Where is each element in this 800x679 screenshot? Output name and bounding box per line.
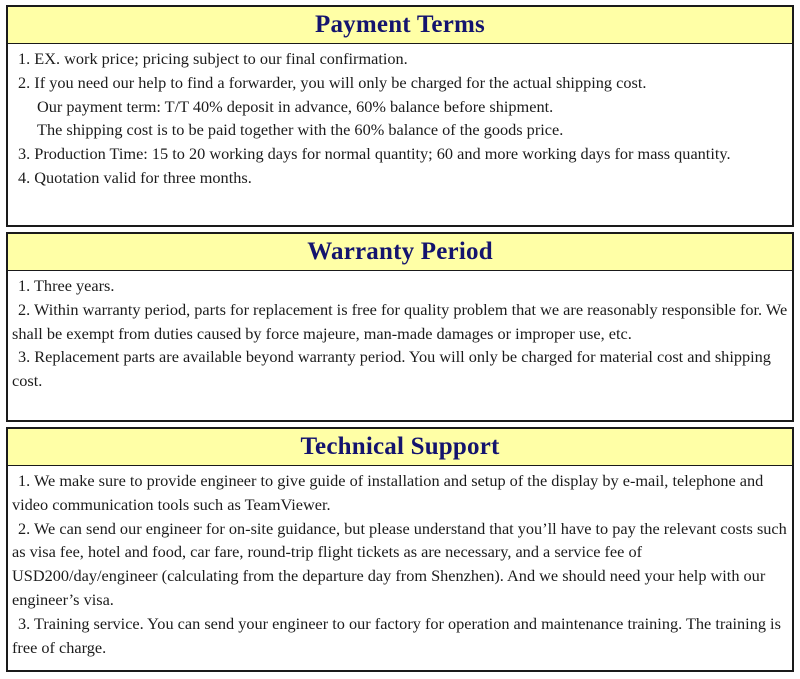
warranty-item-3 xyxy=(12,345,789,393)
technical-support-header xyxy=(8,429,792,466)
warranty-item-2-text: 2. Within warranty period, parts for replacement is free for quality problem that we are reasonably responsible for. We shall be exempt from duties caused by force majeure, man-made damages or improper use, etc. xyxy=(12,299,788,343)
payment-term-shipping-line: The shipping cost is to be paid together with the 60% balance of the goods price. xyxy=(37,120,564,140)
support-item-2-text: 2. We can send our engineer for on-site guidance, but please understand that you’ll have to pay the relevant costs such as visa fee, hotel and food, car fare, round-trip flight tickets as are necessary, and a service fee of USD200/day/engineer (calculating from the departure day from Shenzhen). And we should need your help with our engineer’s visa. xyxy=(12,518,787,609)
payment-terms-header xyxy=(8,7,792,44)
payment-terms-section xyxy=(6,5,794,227)
warranty-period-title: Warranty Period xyxy=(307,238,493,265)
payment-term-deposit-line: Our payment term: T/T 40% deposit in advance, 60% balance before shipment. xyxy=(37,96,554,116)
payment-terms-title: Payment Terms xyxy=(315,11,485,38)
support-item-1 xyxy=(12,469,789,517)
support-item-3 xyxy=(12,612,789,660)
support-item-2 xyxy=(12,517,789,612)
payment-term-item-1: 1. EX. work price; pricing subject to our final confirmation. xyxy=(18,49,408,68)
warranty-item-1: 1. Three years. xyxy=(18,276,115,295)
support-item-1-text: 1. We make sure to provide engineer to give guide of installation and setup of the display by e-mail, telephone and video communication tools such as TeamViewer. xyxy=(12,471,764,514)
payment-term-item-4: 4. Quotation valid for three months. xyxy=(18,167,252,187)
technical-support-section xyxy=(6,427,794,672)
payment-term-item-2: 2. If you need our help to find a forwarder, you will only be charged for the actual shipping cost. xyxy=(18,72,647,92)
technical-support-title: Technical Support xyxy=(300,433,500,460)
warranty-item-3-text: 3. Replacement parts are available beyond warranty period. You will only be charged for material cost and shipping cost. xyxy=(12,347,771,391)
payment-terms-body xyxy=(8,44,792,194)
support-item-3-text: 3. Training service. You can send your engineer to our factory for operation and maintenance training. The training is free of charge. xyxy=(12,613,781,657)
technical-support-body xyxy=(8,466,792,663)
warranty-item-2 xyxy=(12,298,789,346)
payment-term-item-3-text: 3. Production Time: 15 to 20 working days for normal quantity; 60 and more working days for mass quantity. xyxy=(18,144,731,164)
warranty-period-section xyxy=(6,232,794,422)
warranty-period-body xyxy=(8,271,792,397)
payment-term-item-3 xyxy=(12,142,789,166)
warranty-period-header xyxy=(8,234,792,271)
